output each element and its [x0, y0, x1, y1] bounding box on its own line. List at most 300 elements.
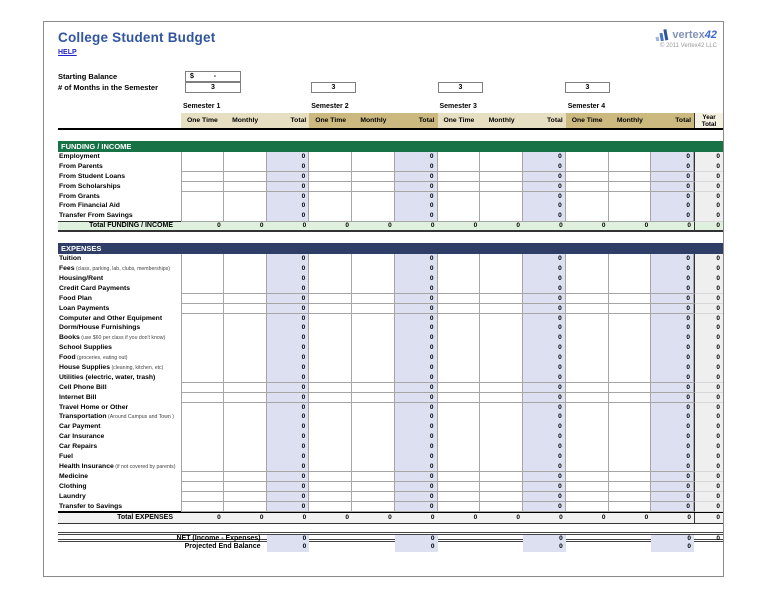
- page-title: College Student Budget: [58, 30, 216, 45]
- row-label: Transfer to Savings: [59, 502, 123, 510]
- semester-total-cell: 0: [395, 162, 438, 173]
- vertex42-logo[interactable]: [655, 29, 717, 49]
- semester-total-cell: 0: [523, 201, 566, 212]
- semester-total-cell: 0: [267, 403, 310, 414]
- semester-total-cell: 0: [267, 264, 310, 275]
- monthly-cell[interactable]: [224, 502, 267, 513]
- column-header: Total: [651, 113, 694, 128]
- total-cell: 0: [473, 222, 478, 230]
- section-header-expenses: EXPENSES: [58, 243, 723, 254]
- semester-total-cell: 0: [395, 412, 438, 423]
- column-header: One Time: [181, 113, 224, 128]
- help-link[interactable]: HELP: [58, 49, 77, 56]
- row-label: Food (groceries, eating out): [59, 354, 128, 362]
- semester-total-cell: 0: [523, 284, 566, 295]
- summary-label: NET (Income - Expenses): [176, 535, 261, 543]
- semester-total-cell: 0: [395, 284, 438, 295]
- semester-total-cell: 0: [267, 432, 310, 443]
- semester-total-cell: 0: [651, 492, 694, 503]
- semester-total-cell: 0: [651, 442, 694, 453]
- semester-total-cell: 0: [267, 482, 310, 493]
- summary-year-cell: 0: [716, 535, 720, 543]
- year-total-cell: 0: [694, 172, 723, 183]
- semester-total-cell: 0: [523, 162, 566, 173]
- semester-total-cell: 0: [267, 211, 310, 222]
- summary-total-cell: 0: [267, 535, 310, 543]
- semester-total-cell: 0: [395, 333, 438, 344]
- semester-total-cell: 0: [523, 432, 566, 443]
- semester-total-cell: 0: [395, 403, 438, 414]
- semester-label-row: [58, 101, 723, 113]
- year-total-cell: 0: [694, 274, 723, 285]
- year-total-cell: 0: [694, 383, 723, 394]
- semester-total-cell: 0: [395, 304, 438, 315]
- budget-row: [58, 462, 723, 472]
- semester-total-cell: 0: [395, 343, 438, 354]
- row-label: Internet Bill: [59, 393, 97, 401]
- semester-total-cell: 0: [651, 323, 694, 334]
- budget-row: [58, 274, 723, 284]
- row-label: Food Plan: [59, 294, 92, 302]
- semester-total-cell: 0: [267, 353, 310, 364]
- year-total-cell: 0: [694, 304, 723, 315]
- semester-total-cell: 0: [523, 323, 566, 334]
- one-time-cell[interactable]: [309, 502, 352, 513]
- column-header: Monthly: [480, 113, 523, 128]
- semester-total-cell: 0: [267, 462, 310, 473]
- row-label: Health Insurance (if not covered by parents): [59, 462, 176, 470]
- semester-total-cell: 0: [267, 383, 310, 394]
- semester-total-cell: 0: [523, 403, 566, 414]
- semester-total-cell: 0: [651, 482, 694, 493]
- semester-total-cell: 0: [651, 294, 694, 305]
- semester-total-cell: 0: [651, 383, 694, 394]
- semester-total-cell: 0: [267, 442, 310, 453]
- label-column-spacer: [58, 101, 181, 113]
- year-total-cell: 0: [694, 152, 723, 163]
- budget-row: [58, 294, 723, 304]
- semester-total-cell: 0: [651, 403, 694, 414]
- row-label: Fees (class, parking, lab, clubs, memberships): [59, 265, 170, 273]
- row-label: Cell Phone Bill: [59, 383, 107, 391]
- semester-total-cell: 0: [267, 343, 310, 354]
- semester-total-cell: 0: [395, 211, 438, 222]
- semester-total-cell: 0: [523, 452, 566, 463]
- brand-text: vertex42: [672, 29, 717, 41]
- semester-label-1: Semester 1: [183, 103, 221, 110]
- budget-row: [58, 343, 723, 353]
- semester-total-cell: 0: [395, 274, 438, 285]
- row-label: Books (use $60 per class if you don't know): [59, 334, 166, 342]
- semester-total-cell: 0: [395, 152, 438, 163]
- semester-total-cell: 0: [651, 393, 694, 404]
- semester-total-cell: 0: [267, 304, 310, 315]
- row-label: Car Repairs: [59, 443, 98, 451]
- semester-total-cell: 0: [523, 264, 566, 275]
- semester-total-cell: 0: [523, 254, 566, 265]
- column-header: Total: [395, 113, 438, 128]
- year-column-spacer: [694, 101, 723, 113]
- one-time-cell[interactable]: [566, 211, 609, 222]
- year-total-cell: 0: [694, 294, 723, 305]
- monthly-cell[interactable]: [609, 502, 652, 513]
- total-cell: 0: [687, 514, 691, 522]
- budget-row: [58, 432, 723, 442]
- semester-total-cell: 0: [395, 432, 438, 443]
- summary-total-cell: 0: [651, 542, 694, 552]
- semester-total-cell: 0: [267, 162, 310, 173]
- row-label: House Supplies (cleaning, kitchen, etc): [59, 364, 164, 372]
- summary-total-cell: 0: [651, 535, 694, 543]
- semester-total-cell: 0: [267, 254, 310, 265]
- semester-total-cell: 0: [395, 182, 438, 193]
- summary-total-cell: 0: [267, 542, 310, 552]
- semester-total-cell: 0: [267, 492, 310, 503]
- semester-total-cell: 0: [651, 304, 694, 315]
- total-cell: 0: [430, 222, 435, 230]
- row-label: Utilities (electric, water, trash): [59, 373, 156, 381]
- row-label: Clothing: [59, 482, 87, 490]
- semester-total-cell: 0: [395, 323, 438, 334]
- semester-total-cell: 0: [651, 162, 694, 173]
- semester-total-cell: 0: [651, 363, 694, 374]
- year-total-cell: 0: [694, 492, 723, 503]
- budget-row: [58, 304, 723, 314]
- budget-row: [58, 152, 723, 162]
- monthly-cell[interactable]: [352, 211, 395, 222]
- total-cell: 0: [345, 514, 349, 522]
- semester-total-cell: 0: [395, 393, 438, 404]
- semester-total-cell: 0: [267, 314, 310, 325]
- semester-total-cell: 0: [267, 152, 310, 163]
- total-cell: 0: [388, 222, 392, 230]
- monthly-cell[interactable]: [480, 502, 523, 513]
- row-label: From Grants: [59, 192, 100, 200]
- budget-row: [58, 492, 723, 502]
- column-header: Monthly: [352, 113, 395, 128]
- year-total-cell: 0: [694, 412, 723, 423]
- year-total-cell: 0: [694, 222, 723, 230]
- year-total-cell: 0: [694, 393, 723, 404]
- summary-total-cell: 0: [523, 542, 566, 552]
- semester-total-cell: 0: [651, 152, 694, 163]
- total-expenses-row: [58, 511, 723, 524]
- column-header: Total: [267, 113, 310, 128]
- semester-total-cell: 0: [395, 472, 438, 483]
- budget-row: [58, 201, 723, 211]
- row-label: Car Payment: [59, 423, 101, 431]
- semester-total-cell: 0: [395, 353, 438, 364]
- total-cell: 0: [516, 222, 520, 230]
- semester-total-cell: 0: [523, 274, 566, 285]
- semester-total-cell: 0: [395, 294, 438, 305]
- semester-total-cell: 0: [395, 314, 438, 325]
- year-total-cell: 0: [694, 513, 723, 523]
- year-total-cell: 0: [694, 452, 723, 463]
- one-time-cell[interactable]: [181, 211, 224, 222]
- row-label: Car Insurance: [59, 433, 105, 441]
- year-total-cell: 0: [694, 254, 723, 265]
- semester-total-cell: 0: [267, 422, 310, 433]
- semester-total-cell: 0: [651, 192, 694, 203]
- semester-total-cell: 0: [651, 314, 694, 325]
- semester-total-cell: 0: [523, 343, 566, 354]
- semester-total-cell: 0: [395, 363, 438, 374]
- year-total-cell: 0: [694, 343, 723, 354]
- semester-total-cell: 0: [523, 314, 566, 325]
- semester-total-cell: 0: [651, 502, 694, 513]
- semester-total-cell: 0: [523, 182, 566, 193]
- budget-row: [58, 383, 723, 393]
- semester-total-cell: 0: [395, 373, 438, 384]
- semester-total-cell: 0: [267, 274, 310, 285]
- year-total-cell: 0: [694, 182, 723, 193]
- total-cell: 0: [259, 222, 264, 230]
- semester-total-cell: 0: [651, 201, 694, 212]
- monthly-cell[interactable]: [224, 211, 267, 222]
- total-row-label: Total EXPENSES: [117, 514, 173, 522]
- budget-row: [58, 422, 723, 432]
- starting-balance-input[interactable]: [185, 71, 241, 82]
- semester-total-cell: 0: [523, 353, 566, 364]
- semester-total-cell: 0: [395, 264, 438, 275]
- total-funding-row: [58, 221, 723, 232]
- budget-row: [58, 353, 723, 363]
- year-total-cell: 0: [694, 323, 723, 334]
- column-header: One Time: [566, 113, 609, 128]
- row-label: Computer and Other Equipment: [59, 314, 163, 322]
- semester-total-cell: 0: [267, 393, 310, 404]
- semester-total-cell: 0: [523, 422, 566, 433]
- months-input-semester-2[interactable]: 3: [311, 82, 356, 93]
- row-label: From Student Loans: [59, 172, 126, 180]
- budget-row: [58, 284, 723, 294]
- total-cell: 0: [473, 514, 478, 522]
- section-header-funding: FUNDING / INCOME: [58, 141, 723, 152]
- semester-total-cell: 0: [267, 502, 310, 513]
- total-cell: 0: [559, 222, 563, 230]
- semester-total-cell: 0: [395, 462, 438, 473]
- semester-total-cell: 0: [395, 482, 438, 493]
- monthly-cell[interactable]: [609, 211, 652, 222]
- semester-label-2: Semester 2: [311, 103, 349, 110]
- row-label: Transfer From Savings: [59, 212, 133, 220]
- budget-row: [58, 472, 723, 482]
- year-total-cell: 0: [694, 353, 723, 364]
- budget-row: [58, 264, 723, 274]
- budget-row: [58, 403, 723, 413]
- budget-row: [58, 412, 723, 422]
- semester-total-cell: 0: [651, 274, 694, 285]
- spacer: [58, 524, 723, 532]
- semester-total-cell: 0: [523, 373, 566, 384]
- total-cell: 0: [345, 222, 349, 230]
- total-cell: 0: [388, 514, 392, 522]
- row-label: Credit Card Payments: [59, 284, 131, 292]
- semester-total-cell: 0: [651, 182, 694, 193]
- budget-row: [58, 323, 723, 333]
- budget-row: [58, 482, 723, 492]
- semester-total-cell: 0: [523, 363, 566, 374]
- semester-total-cell: 0: [523, 172, 566, 183]
- summary-total-cell: 0: [395, 542, 438, 552]
- year-total-cell: 0: [694, 201, 723, 212]
- column-header: Monthly: [609, 113, 652, 128]
- starting-balance-label: Starting Balance: [58, 72, 118, 81]
- semester-total-cell: 0: [267, 363, 310, 374]
- semester-total-cell: 0: [267, 182, 310, 193]
- spacer: [58, 130, 723, 141]
- budget-row: [58, 373, 723, 383]
- year-total-header: Year Total: [694, 113, 723, 128]
- semester-total-cell: 0: [651, 264, 694, 275]
- one-time-cell[interactable]: [309, 211, 352, 222]
- spacer-cell: [438, 542, 524, 552]
- budget-row: [58, 182, 723, 192]
- row-label: From Financial Aid: [59, 202, 120, 210]
- year-total-cell: 0: [694, 211, 723, 222]
- semester-total-cell: 0: [651, 462, 694, 473]
- year-total-cell: 0: [694, 422, 723, 433]
- budget-row: [58, 162, 723, 172]
- one-time-cell[interactable]: [438, 502, 481, 513]
- year-total-cell: 0: [694, 333, 723, 344]
- semester-total-cell: 0: [267, 172, 310, 183]
- row-label: From Parents: [59, 162, 103, 170]
- semester-total-cell: 0: [395, 422, 438, 433]
- semester-total-cell: 0: [267, 472, 310, 483]
- semester-total-cell: 0: [267, 452, 310, 463]
- months-input-semester-1[interactable]: 3: [185, 82, 241, 93]
- one-time-cell[interactable]: [566, 502, 609, 513]
- semester-total-cell: 0: [523, 294, 566, 305]
- row-label: Loan Payments: [59, 304, 110, 312]
- budget-row: [58, 452, 723, 462]
- semester-total-cell: 0: [523, 393, 566, 404]
- semester-total-cell: 0: [395, 492, 438, 503]
- semester-total-cell: 0: [395, 254, 438, 265]
- year-total-cell: 0: [694, 462, 723, 473]
- budget-row: [58, 314, 723, 324]
- semester-total-cell: 0: [395, 502, 438, 513]
- column-header: One Time: [438, 113, 481, 128]
- year-total-cell: 0: [694, 314, 723, 325]
- spacer-cell: [309, 542, 395, 552]
- months-label: # of Months in the Semester: [58, 83, 159, 92]
- label-column-spacer: [58, 113, 181, 128]
- semester-total-cell: 0: [651, 254, 694, 265]
- one-time-cell[interactable]: [438, 211, 481, 222]
- year-total-cell: 0: [694, 363, 723, 374]
- logo-chart-icon: [655, 29, 670, 41]
- semester-total-cell: 0: [523, 192, 566, 203]
- semester-total-cell: 0: [395, 383, 438, 394]
- semester-total-cell: 0: [651, 172, 694, 183]
- year-total-cell: 0: [694, 264, 723, 275]
- semester-total-cell: 0: [651, 422, 694, 433]
- budget-row: [58, 172, 723, 182]
- semester-total-cell: 0: [651, 343, 694, 354]
- row-label: Fuel: [59, 453, 73, 461]
- semester-total-cell: 0: [523, 333, 566, 344]
- total-cell: 0: [559, 514, 563, 522]
- budget-row: [58, 442, 723, 452]
- total-cell: 0: [601, 514, 606, 522]
- semester-total-cell: 0: [395, 172, 438, 183]
- semester-total-cell: 0: [395, 452, 438, 463]
- semester-total-cell: 0: [523, 412, 566, 423]
- semester-total-cell: 0: [651, 353, 694, 364]
- monthly-cell[interactable]: [352, 502, 395, 513]
- row-label: Housing/Rent: [59, 275, 104, 283]
- semester-total-cell: 0: [395, 192, 438, 203]
- total-cell: 0: [302, 222, 307, 230]
- year-total-cell: 0: [694, 162, 723, 173]
- total-cell: 0: [217, 222, 221, 230]
- monthly-cell[interactable]: [480, 211, 523, 222]
- semester-total-cell: 0: [395, 201, 438, 212]
- semester-total-cell: 0: [523, 472, 566, 483]
- months-input-semester-3[interactable]: 3: [438, 82, 483, 93]
- currency-symbol: $: [190, 73, 194, 80]
- row-label: Laundry: [59, 492, 86, 500]
- row-label: Dorm/House Furnishings: [59, 324, 141, 332]
- semester-total-cell: 0: [523, 502, 566, 513]
- year-total-cell: 0: [694, 502, 723, 513]
- total-cell: 0: [644, 222, 649, 230]
- budget-row: [58, 393, 723, 403]
- semester-total-cell: 0: [395, 442, 438, 453]
- column-header: Total: [523, 113, 566, 128]
- semester-total-cell: 0: [267, 333, 310, 344]
- row-label: Travel Home or Other: [59, 403, 129, 411]
- semester-total-cell: 0: [523, 492, 566, 503]
- budget-row: [58, 363, 723, 373]
- semester-total-cell: 0: [523, 482, 566, 493]
- semester-label-4: Semester 4: [567, 103, 606, 110]
- budget-row: [58, 502, 723, 512]
- column-header: Monthly: [224, 113, 267, 128]
- year-total-cell: 0: [694, 192, 723, 203]
- total-cell: 0: [259, 514, 264, 522]
- total-cell: 0: [687, 222, 691, 230]
- semester-total-cell: 0: [651, 373, 694, 384]
- copyright-text: © 2011 Vertex42 LLC: [659, 43, 717, 49]
- total-cell: 0: [516, 514, 520, 522]
- total-cell: 0: [302, 514, 307, 522]
- total-row-label: Total FUNDING / INCOME: [89, 222, 173, 230]
- total-cell: 0: [430, 514, 435, 522]
- semester-total-cell: 0: [267, 294, 310, 305]
- row-label: Medicine: [59, 472, 89, 480]
- budget-row: [58, 192, 723, 202]
- year-total-cell: 0: [694, 284, 723, 295]
- months-input-semester-4[interactable]: 3: [565, 82, 610, 93]
- semester-total-cell: 0: [523, 462, 566, 473]
- semester-total-cell: 0: [651, 284, 694, 295]
- semester-total-cell: 0: [267, 323, 310, 334]
- semester-label-3: Semester 3: [439, 103, 477, 110]
- year-total-cell: 0: [694, 482, 723, 493]
- column-header-row: [58, 113, 723, 130]
- summary-year-cell: [694, 542, 723, 552]
- semester-total-cell: 0: [651, 432, 694, 443]
- one-time-cell[interactable]: [181, 502, 224, 513]
- total-cell: 0: [601, 222, 606, 230]
- semester-total-cell: 0: [523, 304, 566, 315]
- summary-total-cell: 0: [395, 535, 438, 543]
- row-label: Employment: [59, 153, 100, 160]
